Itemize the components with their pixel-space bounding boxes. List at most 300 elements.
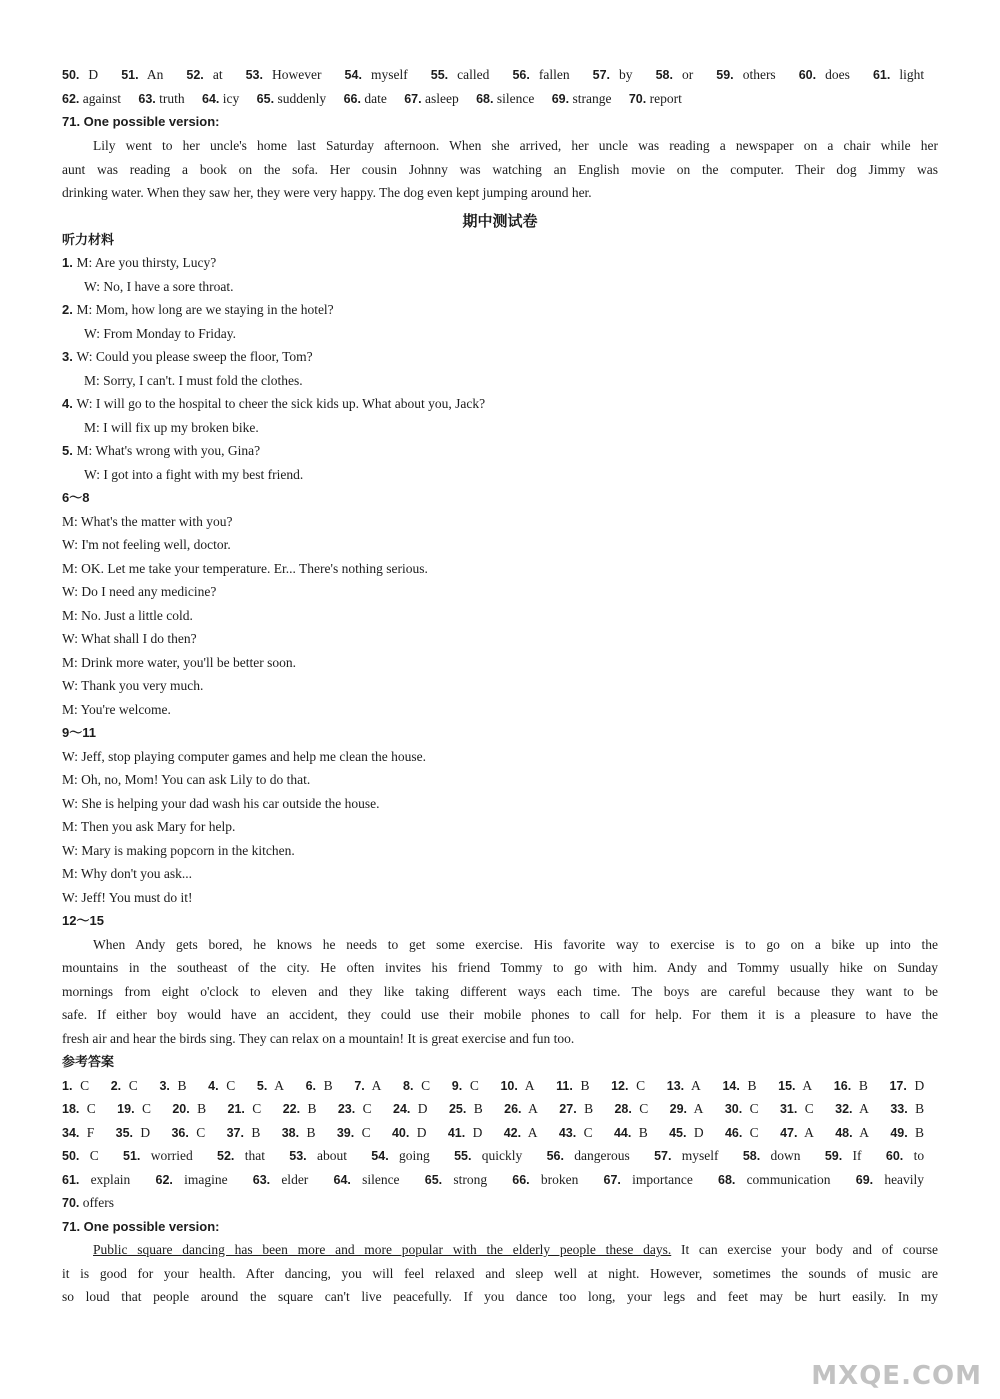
question-number: 5. xyxy=(62,443,77,458)
answer-value: A xyxy=(517,1077,535,1093)
dialogue-line: M: I will fix up my broken bike. xyxy=(84,419,259,435)
passage-line: fresh air and hear the birds sing. They can relax on a mountain! It is great exercise and fun too. xyxy=(62,1030,575,1046)
answer-item xyxy=(890,1125,934,1140)
answer-number: 50. xyxy=(62,1149,80,1163)
answer-item xyxy=(559,1125,603,1140)
answer-item xyxy=(604,1172,703,1187)
answer-item xyxy=(889,1078,934,1093)
answer-value: fallen xyxy=(529,67,570,82)
answer-number: 23. xyxy=(337,1102,356,1116)
answer-number: 68. xyxy=(718,1172,736,1187)
answer-item xyxy=(743,1148,811,1163)
answer-item xyxy=(138,91,194,106)
answer-number: 2. xyxy=(110,1078,122,1093)
answer-value: C xyxy=(218,1077,236,1093)
answer-number: 62. xyxy=(62,92,80,106)
answer-number: 17. xyxy=(889,1078,907,1093)
answer-value: others xyxy=(733,67,776,82)
answer-item xyxy=(556,1078,599,1093)
answer-item xyxy=(257,1078,294,1093)
answer-item xyxy=(449,1101,493,1116)
answer-number: 36. xyxy=(171,1125,189,1140)
answer-number: 50. xyxy=(62,68,80,82)
answer-value: An xyxy=(138,67,164,82)
answer-item xyxy=(338,1101,382,1116)
dialogue-line: M: Why don't you ask... xyxy=(62,866,193,881)
answer-item xyxy=(593,67,643,82)
answer-value: B xyxy=(576,1101,594,1116)
answer-item xyxy=(512,67,579,82)
answer-value: at xyxy=(203,67,223,82)
answer-value: that xyxy=(234,1148,265,1163)
group-heading: 9～11 xyxy=(62,725,96,740)
answer-number: 30. xyxy=(724,1102,743,1116)
dialogue-line: M: OK. Let me take your temperature. Er... There's nothing serious. xyxy=(62,560,428,576)
answer-number: 25. xyxy=(448,1102,467,1116)
answer-item xyxy=(890,1101,934,1116)
answer-number: 56. xyxy=(546,1149,564,1163)
dialogue-line: W: No, I have a sore throat. xyxy=(84,278,234,294)
answer-number: 6. xyxy=(305,1078,317,1093)
answer-item xyxy=(500,1078,544,1093)
answer-item xyxy=(344,91,397,106)
answer-value: icy xyxy=(219,91,240,106)
watermark-logo: MXQE.COM xyxy=(811,1361,982,1391)
answer-item xyxy=(670,1101,714,1116)
answer-value: A xyxy=(684,1077,701,1093)
answer-item xyxy=(873,67,934,82)
answer-number: 66. xyxy=(512,1172,530,1187)
answer-item xyxy=(654,1148,728,1163)
answer-value: If xyxy=(842,1148,862,1163)
answer-value: B xyxy=(739,1077,757,1093)
answer-item xyxy=(614,1101,658,1116)
answer-value: C xyxy=(134,1101,151,1116)
answer-value: myself xyxy=(361,67,408,82)
listening-heading: 听力材料 xyxy=(62,232,115,247)
answer-number: 41. xyxy=(447,1125,466,1140)
answer-value: D xyxy=(79,67,99,82)
answer-item xyxy=(337,1125,381,1140)
answer-value: D xyxy=(410,1101,428,1116)
answer-number: 29. xyxy=(669,1102,688,1116)
dialogue-line: W: Do I need any medicine? xyxy=(62,584,217,599)
answer-item xyxy=(725,1101,769,1116)
answer-number: 28. xyxy=(614,1102,632,1116)
dialogue-line: 5. M: What's wrong with you, Gina? xyxy=(62,443,261,458)
answer-number: 59. xyxy=(716,68,734,82)
answer-value: truth xyxy=(155,91,185,106)
answer-value: about xyxy=(306,1148,347,1163)
answer-item xyxy=(62,1101,106,1116)
answer-number: 20. xyxy=(172,1102,190,1116)
answer-number: 13. xyxy=(666,1078,685,1093)
answer-value: down xyxy=(760,1148,801,1163)
answer-number: 67. xyxy=(603,1172,621,1187)
answer-item xyxy=(835,1125,879,1140)
answer-value: imagine xyxy=(172,1171,228,1187)
answer-item xyxy=(393,1101,438,1116)
answer-value: B xyxy=(907,1124,925,1140)
answer-value: A xyxy=(521,1124,538,1140)
dialogue-line: M: What's the matter with you? xyxy=(62,513,233,529)
answer-item xyxy=(547,1148,640,1163)
answer-item xyxy=(62,1125,104,1140)
answer-number: 43. xyxy=(558,1125,577,1140)
answer-item xyxy=(306,1078,343,1093)
answer-number: 64. xyxy=(202,92,220,106)
answer-number: 48. xyxy=(835,1125,853,1140)
answer-value: D xyxy=(686,1124,704,1140)
answer-number: 14. xyxy=(722,1078,740,1093)
answer-item xyxy=(611,1078,655,1093)
answer-value: A xyxy=(267,1077,284,1093)
answer-item xyxy=(404,91,469,106)
dialogue-line: 1. M: Are you thirsty, Lucy? xyxy=(62,255,217,270)
essay-line: so loud that people around the square can't live peacefully. If you dance too long, your legs and feet may be hurt easily. In my xyxy=(62,1289,938,1304)
dialogue-line: M: Oh, no, Mom! You can ask Lily to do that. xyxy=(62,772,311,787)
answer-item xyxy=(283,1101,327,1116)
answer-number: 70. xyxy=(628,92,647,106)
essay-line: drinking water. When they saw her, they were very happy. The dog even kept jumping around her. xyxy=(62,185,592,200)
answer-number: 22. xyxy=(282,1102,301,1116)
answer-value: B xyxy=(572,1077,590,1093)
answer-item xyxy=(834,1078,878,1093)
answer-number: 56. xyxy=(512,68,530,82)
answer-value: C xyxy=(628,1077,646,1093)
passage-line: safe. If either boy would have an accident, they could use their mobile phones to call for help. For them it is a pleasure to have the xyxy=(62,1007,938,1022)
answer-number: 55. xyxy=(454,1149,472,1163)
answer-value: D xyxy=(133,1124,151,1140)
answer-number: 49. xyxy=(890,1125,908,1140)
group-heading: 12～15 xyxy=(62,913,104,928)
answer-item xyxy=(62,1195,124,1210)
answer-value: B xyxy=(631,1124,648,1140)
answer-value: C xyxy=(121,1077,138,1093)
answer-item xyxy=(289,1148,357,1163)
dialogue-line: W: From Monday to Friday. xyxy=(84,325,236,341)
answer-value: to xyxy=(903,1148,925,1163)
answer-item xyxy=(62,67,108,82)
answer-value: A xyxy=(687,1101,704,1116)
dialogue-line: W: She is helping your dad wash his car outside the house. xyxy=(62,795,380,811)
answer-value: worried xyxy=(140,1148,193,1163)
answer-item xyxy=(172,1101,216,1116)
answers-heading: 参考答案 xyxy=(62,1054,115,1069)
answer-item xyxy=(257,91,337,106)
essay-heading: 71. One possible version: xyxy=(62,114,220,129)
dialogue-line: M: Sorry, I can't. I must fold the clothes. xyxy=(84,372,303,388)
answer-item xyxy=(825,1148,872,1163)
dialogue-line: 3. W: Could you please sweep the floor, Tom? xyxy=(62,349,313,364)
answer-number: 57. xyxy=(592,68,611,82)
answer-number: 55. xyxy=(430,68,449,82)
answer-item xyxy=(835,1101,879,1116)
answer-item xyxy=(425,1172,497,1187)
essay-line: it is good for your health. After dancing, you will feel relaxed and sleep well at night. However, sometimes the sounds of music are xyxy=(62,1265,938,1281)
dialogue-line: 2. M: Mom, how long are we staying in the hotel? xyxy=(62,302,334,317)
answer-value: B xyxy=(300,1101,317,1116)
answer-value: C xyxy=(742,1101,759,1116)
answer-number: 27. xyxy=(559,1102,577,1116)
answer-value: suddenly xyxy=(274,91,327,106)
passage-line: mornings from eight o'clock to eleven and they like taking different ways each time. The boys are careful because they want to be xyxy=(62,983,938,999)
answer-item xyxy=(656,67,704,82)
answer-value: A xyxy=(852,1124,869,1140)
answer-value: against xyxy=(79,91,122,106)
essay-line: aunt was reading a book on the sofa. Her cousin Johnny was watching an English movie on the computer. Their dog Jimmy was xyxy=(62,161,938,177)
answer-item xyxy=(722,1078,766,1093)
answer-item xyxy=(476,91,544,106)
answer-row xyxy=(62,1171,938,1189)
answer-value: heavily xyxy=(873,1171,925,1187)
answer-value: myself xyxy=(671,1148,719,1163)
dialogue-line: M: You're welcome. xyxy=(62,701,171,717)
answer-value: light xyxy=(890,67,925,82)
answer-item xyxy=(431,67,500,82)
answer-value: silence xyxy=(493,91,535,106)
dialogue-line: W: What shall I do then? xyxy=(62,631,197,646)
answer-value: B xyxy=(907,1101,925,1116)
answer-number: 46. xyxy=(724,1125,743,1140)
answer-number: 10. xyxy=(500,1078,518,1093)
answer-number: 1. xyxy=(62,1078,73,1093)
answer-number: 54. xyxy=(344,68,362,82)
essay-line: Public square dancing has been more and more popular with the elderly people these days. It can exercise your body and of course xyxy=(93,1242,938,1257)
answer-value: offers xyxy=(79,1195,115,1210)
answer-number: 3. xyxy=(159,1078,170,1093)
answer-item xyxy=(552,91,622,106)
answer-item xyxy=(448,1125,493,1140)
answer-number: 47. xyxy=(780,1125,798,1140)
answer-value: elder xyxy=(270,1171,309,1187)
answer-value: strange xyxy=(569,91,612,106)
answer-number: 61. xyxy=(62,1172,80,1187)
answer-number: 69. xyxy=(855,1172,874,1187)
answer-item xyxy=(886,1148,934,1163)
answer-item xyxy=(227,1125,271,1140)
answer-value: C xyxy=(462,1077,479,1093)
answer-row xyxy=(62,90,938,108)
answer-value: C xyxy=(354,1124,371,1140)
dialogue-line: W: Mary is making popcorn in the kitchen. xyxy=(62,842,295,858)
answer-value: C xyxy=(742,1124,759,1140)
answer-value: report xyxy=(646,91,682,106)
answer-item xyxy=(334,1172,410,1187)
answer-item xyxy=(111,1078,148,1093)
answer-value: does xyxy=(816,67,850,82)
answer-item xyxy=(62,91,131,106)
answer-value: B xyxy=(316,1077,333,1093)
answer-value: F xyxy=(79,1124,95,1140)
answer-number: 62. xyxy=(155,1172,173,1187)
answer-item xyxy=(392,1125,437,1140)
section-title: 期中测试卷 xyxy=(462,212,538,230)
answer-number: 19. xyxy=(117,1102,135,1116)
answer-value: strong xyxy=(442,1171,488,1187)
answer-number: 18. xyxy=(62,1102,80,1116)
answer-item xyxy=(778,1078,822,1093)
answer-item xyxy=(171,1125,215,1140)
answer-number: 70. xyxy=(62,1196,80,1210)
dialogue-line: M: No. Just a little cold. xyxy=(62,607,193,623)
dialogue-line: W: Jeff, stop playing computer games and help me clean the house. xyxy=(62,748,427,764)
answer-number: 53. xyxy=(289,1149,307,1163)
answer-number: 64. xyxy=(333,1172,351,1187)
answer-item xyxy=(159,1078,196,1093)
question-number: 4. xyxy=(62,396,77,411)
answer-number: 8. xyxy=(403,1078,414,1093)
passage-line: mountains in the southeast of the city. He often invites his friend Tommy to go with him. Andy and Tommy usually hike on Sunday xyxy=(62,960,938,975)
answer-value: C xyxy=(631,1101,649,1116)
answer-number: 4. xyxy=(208,1078,219,1093)
answer-item xyxy=(354,1078,391,1093)
answer-value: B xyxy=(466,1101,483,1116)
answer-item xyxy=(217,1148,275,1163)
answer-value: broken xyxy=(529,1171,579,1187)
answer-value: B xyxy=(244,1124,261,1140)
answer-item xyxy=(856,1172,934,1187)
answer-item xyxy=(253,1172,319,1187)
answer-value: B xyxy=(299,1124,316,1140)
answer-number: 11. xyxy=(556,1078,573,1093)
answer-number: 58. xyxy=(742,1149,761,1163)
dialogue-line: W: I'm not feeling well, doctor. xyxy=(62,537,231,552)
answer-item xyxy=(725,1125,769,1140)
answer-number: 9. xyxy=(451,1078,463,1093)
answer-item xyxy=(116,1125,161,1140)
answer-row xyxy=(62,1194,938,1212)
answer-value: C xyxy=(188,1124,206,1140)
answer-value: silence xyxy=(350,1171,400,1187)
answer-row xyxy=(62,1100,938,1118)
dialogue-line: W: Jeff! You must do it! xyxy=(62,889,193,905)
answer-number: 65. xyxy=(424,1172,443,1187)
answer-number: 42. xyxy=(503,1125,522,1140)
answer-item xyxy=(799,67,860,82)
answer-item xyxy=(208,1078,245,1093)
answer-number: 65. xyxy=(256,92,275,106)
answer-item xyxy=(117,1101,161,1116)
answer-value: or xyxy=(672,67,694,82)
answer-number: 63. xyxy=(138,92,156,106)
answer-number: 33. xyxy=(890,1102,908,1116)
answer-number: 68. xyxy=(476,92,494,106)
answer-row xyxy=(62,66,938,84)
answer-item xyxy=(629,91,692,106)
dialogue-line: M: Then you ask Mary for help. xyxy=(62,819,236,834)
answer-number: 57. xyxy=(654,1149,672,1163)
answer-value: C xyxy=(797,1101,814,1116)
essay-line: Lily went to her uncle's home last Saturday afternoon. When she arrived, her uncle was reading a newspaper on a chair while her xyxy=(93,138,938,153)
question-number: 2. xyxy=(62,302,77,317)
dialogue-line: M: Drink more water, you'll be better soon. xyxy=(62,654,296,670)
answer-item xyxy=(716,67,785,82)
answer-row xyxy=(62,1124,938,1142)
answer-item xyxy=(669,1125,714,1140)
answer-value: A xyxy=(797,1124,814,1140)
answer-number: 60. xyxy=(885,1149,904,1163)
answer-item xyxy=(780,1101,824,1116)
group-heading: 6～8 xyxy=(62,490,90,505)
answer-value: C xyxy=(355,1101,372,1116)
answer-number: 34. xyxy=(62,1125,80,1140)
answer-value: C xyxy=(413,1077,431,1093)
answer-number: 15. xyxy=(778,1078,796,1093)
answer-number: 31. xyxy=(779,1102,798,1116)
answer-item xyxy=(512,1172,588,1187)
answer-item xyxy=(667,1078,711,1093)
answer-item xyxy=(403,1078,440,1093)
answer-number: 61. xyxy=(872,68,891,82)
dialogue-line: W: I got into a fight with my best friend. xyxy=(84,466,304,482)
answer-value: D xyxy=(465,1124,483,1140)
answer-number: 7. xyxy=(354,1078,365,1093)
answer-number: 12. xyxy=(611,1078,629,1093)
answer-item xyxy=(121,67,173,82)
answer-number: 59. xyxy=(824,1149,843,1163)
answer-value: C xyxy=(79,1101,96,1116)
answer-item xyxy=(718,1172,841,1187)
answer-item xyxy=(228,1101,272,1116)
answer-number: 21. xyxy=(227,1102,245,1116)
answer-value: C xyxy=(576,1124,593,1140)
answer-row xyxy=(62,1147,938,1165)
answer-value: going xyxy=(388,1148,430,1163)
answer-item xyxy=(282,1125,326,1140)
essay-heading: 71. One possible version: xyxy=(62,1218,220,1234)
answer-item xyxy=(345,67,418,82)
answer-item xyxy=(62,1172,140,1187)
answer-number: 54. xyxy=(371,1149,389,1163)
answer-number: 60. xyxy=(798,68,817,82)
answer-value: B xyxy=(851,1077,868,1093)
answer-item xyxy=(454,1148,532,1163)
answer-number: 26. xyxy=(504,1102,522,1116)
answer-item xyxy=(62,1148,109,1163)
answer-value: A xyxy=(364,1077,382,1093)
answer-number: 52. xyxy=(186,68,204,82)
answer-number: 51. xyxy=(123,1149,141,1163)
answer-item xyxy=(559,1101,603,1116)
answer-number: 52. xyxy=(217,1149,235,1163)
answer-number: 24. xyxy=(393,1102,411,1116)
answer-value: D xyxy=(409,1124,427,1140)
answer-number: 37. xyxy=(226,1125,244,1140)
answer-number: 5. xyxy=(256,1078,268,1093)
answer-value: called xyxy=(448,67,490,82)
answer-value: C xyxy=(79,1148,99,1163)
answer-number: 16. xyxy=(833,1078,852,1093)
answer-item xyxy=(123,1148,203,1163)
answer-item xyxy=(780,1125,824,1140)
question-number: 3. xyxy=(62,349,77,364)
answer-number: 44. xyxy=(613,1125,632,1140)
dialogue-line: 4. W: I will go to the hospital to cheer the sick kids up. What about you, Jack? xyxy=(62,396,486,411)
answer-value: date xyxy=(360,91,387,106)
answer-value: D xyxy=(906,1077,925,1093)
answer-number: 69. xyxy=(551,92,570,106)
answer-number: 51. xyxy=(121,68,139,82)
answer-item xyxy=(504,1125,548,1140)
question-number: 1. xyxy=(62,255,77,270)
answer-value: importance xyxy=(620,1171,693,1187)
answer-row xyxy=(62,1077,938,1095)
answer-value: A xyxy=(521,1101,538,1116)
answer-item xyxy=(371,1148,439,1163)
answer-value: communication xyxy=(735,1171,831,1187)
answer-number: 40. xyxy=(391,1125,410,1140)
